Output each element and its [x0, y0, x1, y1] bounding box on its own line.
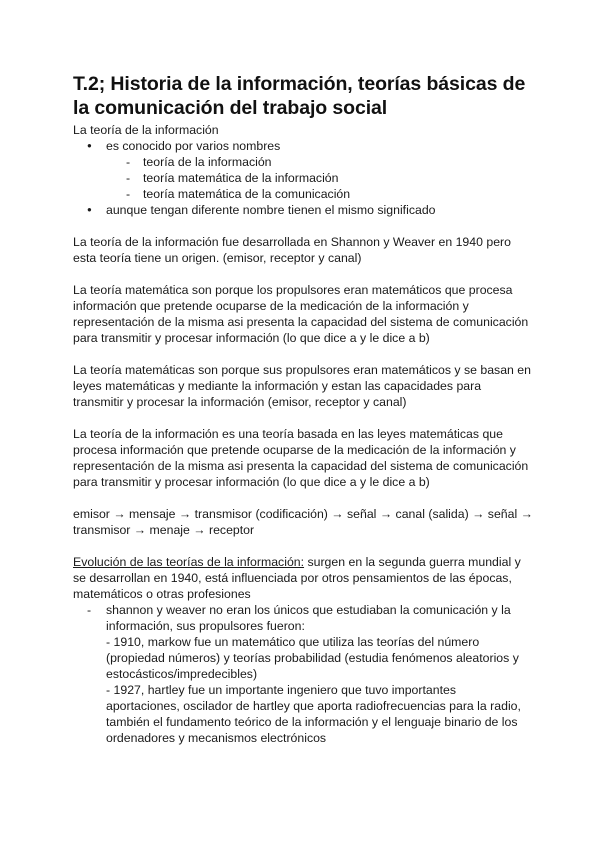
list-item [73, 202, 533, 218]
evolution-paragraph [73, 554, 533, 602]
sub-list-item: - teoría de la información [106, 154, 533, 170]
flow-sequence: emisor → mensaje → transmisor (codificación) → señal → canal (salida) → señal → transmisor → menaje → receptor [73, 507, 533, 537]
paragraph: La teoría matemáticas son porque sus propulsores eran matemáticos y se basan en leyes matemáticas y mediante la información y estan las capacidades para transmitir y procesar la información (emisor, receptor y canal) [73, 363, 531, 409]
list-item-text: aunque tengan diferente nombre tienen el mismo significado [106, 203, 436, 217]
list-item [73, 138, 533, 202]
list-item-text: es conocido por varios nombres [106, 139, 281, 153]
sub-item-hartley: - 1927, hartley fue un importante ingeniero que tuvo importantes aportaciones, oscilador de hartley que aporta radiofrecuencias para la radio, también el fundamento teórico de la información y el lenguaje binario de los ordenadores y mecanismos electrónicos [106, 683, 521, 745]
document-page [73, 72, 533, 746]
paragraph: La teoría de la información es una teoría basada en las leyes matemáticas que procesa información que pretende ocuparse de la medicación de la información y representación de la misma asi presenta la capacidad del sistema de comunicación para transmitir y procesar información (lo que dice a y le dice a b) [73, 427, 529, 489]
paragraph: La teoría de la información fue desarrollada en Shannon y Weaver en 1940 pero esta teoría tiene un origen. (emisor, receptor y canal) [73, 235, 511, 265]
sub-list [106, 154, 533, 202]
page-title: T.2; Historia de la información, teorías básicas de la comunicación del trabajo social [73, 73, 526, 119]
evolution-heading: Evolución de las teorías de la información: [73, 555, 305, 569]
sub-item-markow: - 1910, markow fue un matemático que utiliza las teorías del número (propiedad números) y teorías probabilidad (estudia fenómenos aleatorios y estocásticos/impredecibles) [106, 635, 519, 681]
paragraph: La teoría matemática son porque los propulsores eran matemáticos que procesa información que pretende ocuparse de la medicación de la información y representación de la misma asi presenta la capacidad del sistema de comunicación para transmitir y procesar información (lo que dice a y le dice a b) [73, 283, 529, 345]
names-list [73, 138, 533, 218]
sub-list-item: - teoría matemática de la información [106, 170, 533, 186]
intro-text: La teoría de la información [73, 123, 219, 137]
evolution-text: surgen en la segunda guerra mundial y se desarrollan en 1940, está influenciada por otros pensamientos de las épocas, matemáticos o otras profesiones [73, 555, 521, 601]
list-item [73, 602, 533, 746]
list-item-text: shannon y weaver no eran los únicos que estudiaban la comunicación y la información, sus propulsores fueron: [106, 603, 511, 633]
evolution-list [73, 602, 533, 746]
sub-list-item: - teoría matemática de la comunicación [106, 186, 533, 202]
